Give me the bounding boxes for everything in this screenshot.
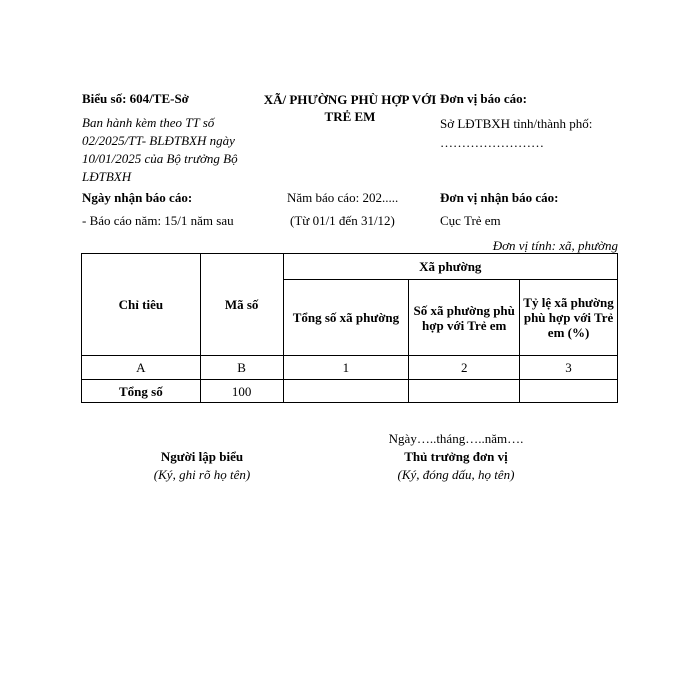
row-indicator: Tổng số bbox=[82, 380, 201, 403]
receiving-unit-label: Đơn vị nhận báo cáo: bbox=[440, 190, 559, 205]
report-year: Năm báo cáo: 202..... bbox=[287, 190, 399, 205]
receive-date-value: - Báo cáo năm: 15/1 năm sau bbox=[82, 213, 234, 228]
head-note: (Ký, đóng dấu, họ tên) bbox=[397, 467, 515, 482]
index-cell: B bbox=[200, 356, 283, 380]
reporting-unit-value: Sở LĐTBXH tỉnh/thành phố: …………………… bbox=[440, 116, 593, 150]
receiving-unit-value: Cục Trẻ em bbox=[440, 213, 501, 228]
row-ratio bbox=[520, 380, 618, 403]
unit-note: Đơn vị tính: xã, phường bbox=[492, 238, 618, 253]
row-suitable bbox=[409, 380, 520, 403]
date-line: Ngày…..tháng…..năm…. bbox=[388, 431, 524, 446]
header-suitable: Số xã phường phù hợp với Trẻ em bbox=[409, 280, 520, 356]
header-indicator: Chỉ tiêu bbox=[82, 254, 201, 356]
report-table bbox=[81, 253, 618, 403]
row-total bbox=[283, 380, 409, 403]
receive-date-label: Ngày nhận báo cáo: bbox=[82, 190, 193, 205]
reporting-unit-label: Đơn vị báo cáo: bbox=[440, 91, 528, 106]
index-cell: 2 bbox=[409, 356, 520, 380]
page-title: XÃ/ PHƯỜNG PHÙ HỢP VỚI TRẺ EM bbox=[263, 92, 437, 124]
head-title: Thủ trưởng đơn vị bbox=[404, 449, 508, 464]
index-cell: A bbox=[82, 356, 201, 380]
issued-note: Ban hành kèm theo TT số 02/2025/TT- BLĐTBXH ngày 10/01/2025 của Bộ trưởng Bộ LĐTBXH bbox=[82, 115, 238, 184]
row-code: 100 bbox=[200, 380, 283, 403]
header-code: Mã số bbox=[200, 254, 283, 356]
header-total: Tổng số xã phường bbox=[283, 280, 409, 356]
header-ratio: Tỷ lệ xã phường phù hợp với Trẻ em (%) bbox=[520, 280, 618, 356]
preparer-note: (Ký, ghi rõ họ tên) bbox=[153, 467, 251, 482]
report-period: (Từ 01/1 đến 31/12) bbox=[290, 213, 395, 228]
index-cell: 1 bbox=[283, 356, 409, 380]
preparer-title: Người lập biểu bbox=[160, 449, 244, 464]
index-row bbox=[82, 356, 618, 380]
index-cell: 3 bbox=[520, 356, 618, 380]
form-number: Biểu số: 604/TE-Sở bbox=[82, 91, 189, 106]
table-row bbox=[82, 380, 618, 403]
header-group: Xã phường bbox=[283, 254, 617, 280]
